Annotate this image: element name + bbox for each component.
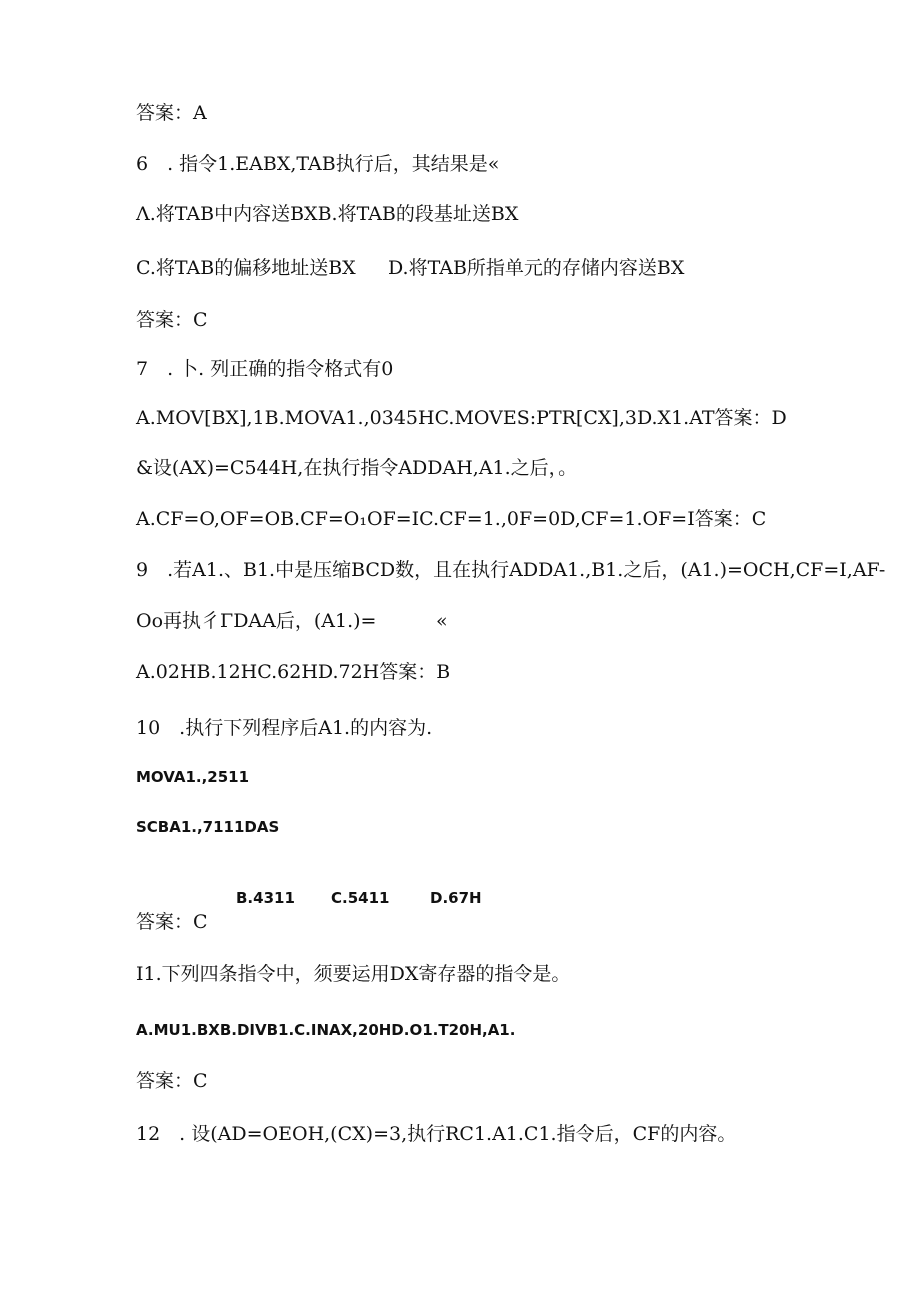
- question-6-option-c: C.将TAB的偏移地址送BX: [136, 257, 356, 279]
- question-6-option-d: D.将TAB所指单元的存储内容送BX: [388, 257, 685, 279]
- question-6: 6 . 指令1.EABX,TAB执行后，其结果是«: [136, 153, 500, 175]
- answer-6: 答案：C: [136, 309, 208, 331]
- question-10: 10 .执行下列程序后A1.的内容为.: [136, 717, 433, 739]
- question-10-code-line-1: MOVA1.,2511: [136, 768, 250, 786]
- question-7-options: A.MOV[BX],1B.MOVA1.,0345HC.MOVES:PTR[CX],3D.X1.AT答案：D: [136, 407, 787, 429]
- question-9-options: A.02HB.12HC.62HD.72H答案：B: [136, 661, 451, 683]
- answer-10: 答案：C: [136, 911, 208, 933]
- question-8-options: A.CF=O,OF=OB.CF=O₁OF=IC.CF=1.,0F=0D,CF=1.OF=I答案：C: [136, 508, 767, 530]
- question-10-option-b: B.4311: [236, 889, 295, 907]
- question-9: 9 .若A1.、B1.中是压缩BCD数，且在执行ADDA1.,B1.之后，(A1.)=OCH,CF=I,AF-: [136, 559, 886, 581]
- question-12: 12 . 设(AD=OEOH,(CX)=3,执行RC1.A1.C1.指令后，CF的内容。: [136, 1123, 737, 1145]
- question-7: 7 . 卜. 列正确的指令格式有0: [136, 358, 394, 380]
- answer-5: 答案：A: [136, 102, 207, 124]
- question-6-options-ab: Λ.将TAB中内容送BXB.将TAB的段基址送BX: [136, 203, 519, 225]
- question-8: &设(AX)=C544H,在执行指令ADDAH,A1.之后，。: [136, 457, 578, 479]
- question-11: I1.下列四条指令中，须要运用DX寄存器的指令是。: [136, 963, 571, 985]
- question-10-option-d: D.67H: [430, 889, 482, 907]
- question-9-mark: «: [436, 610, 448, 632]
- question-10-option-c: C.5411: [331, 889, 390, 907]
- answer-11: 答案：C: [136, 1070, 208, 1092]
- question-11-options: A.MU1.BXB.DIVB1.C.INAX,20HD.O1.T20H,A1.: [136, 1021, 516, 1039]
- question-9-continued: Oo再执彳ΓDAA后，(A1.)=: [136, 610, 377, 632]
- question-10-code-line-2: SCBA1.,7111DAS: [136, 818, 280, 836]
